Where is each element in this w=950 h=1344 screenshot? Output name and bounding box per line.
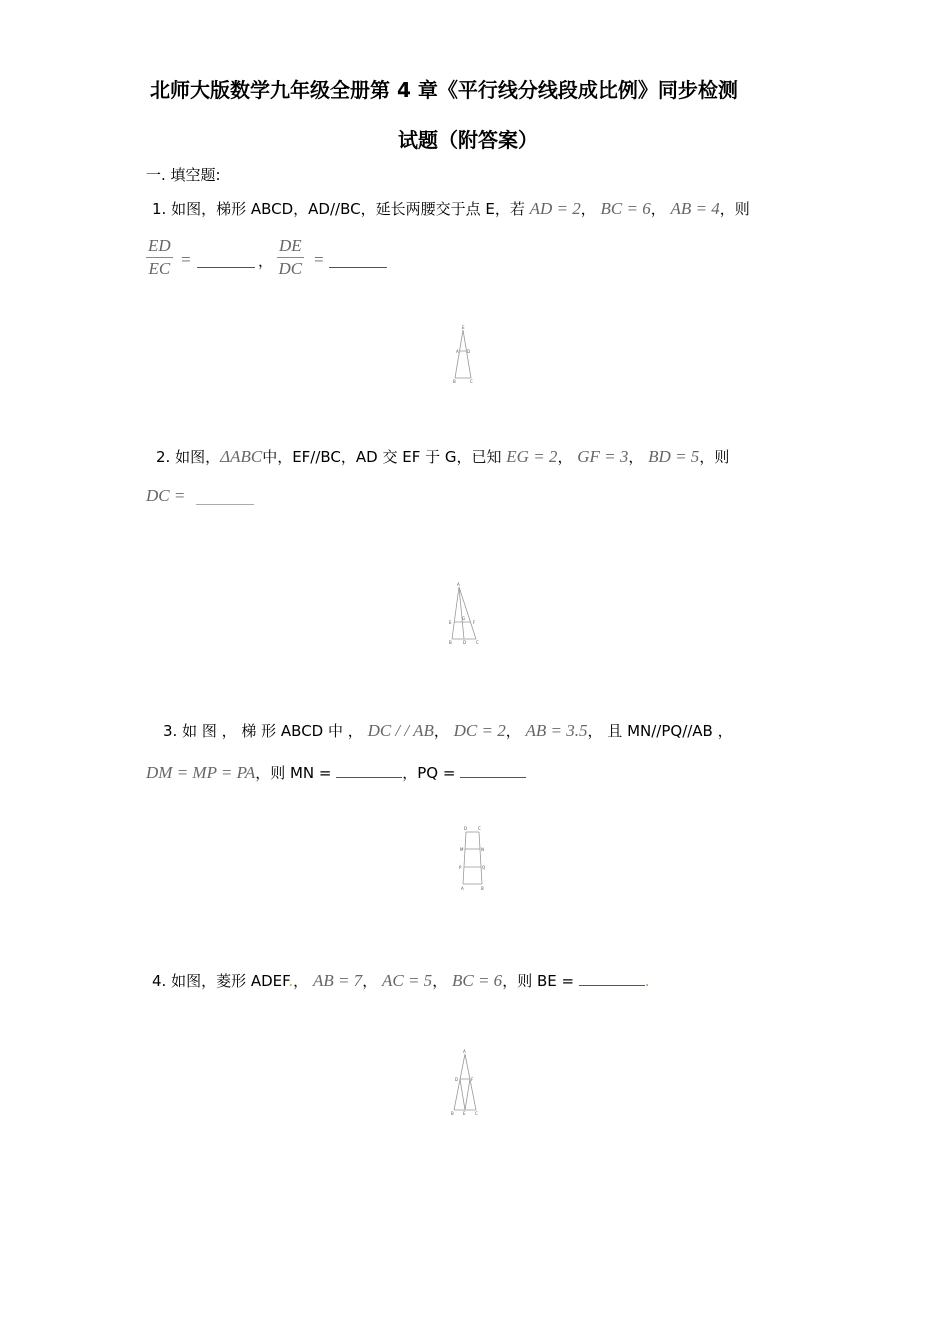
q3-fig-label-d: D — [464, 826, 468, 831]
q4-fig-label-a: A — [463, 1049, 466, 1054]
q4-line1 — [152, 970, 650, 991]
q3-fig-label-p: P — [459, 865, 462, 870]
q4-fig-label-b: B — [451, 1111, 454, 1116]
q2-math-eg: EG = 2 — [506, 447, 558, 466]
q1-sep2: ， — [650, 200, 666, 218]
q3-suffix: ， 且 MN//PQ//AB ， — [587, 722, 733, 740]
q1-math-ad: AD = 2 — [529, 199, 581, 218]
q2-fig-label-a: A — [457, 582, 460, 587]
q4-math-bc: BC = 6 — [451, 971, 503, 990]
q1-math-bc: BC = 6 — [600, 199, 651, 218]
q4-figure — [448, 1048, 482, 1120]
q1-equals1: = — [180, 250, 192, 269]
q4-dot: . — [288, 972, 294, 990]
q3-math-dm-mp-pa: DM = MP = PA — [146, 763, 256, 782]
q2-fig-label-f: F — [473, 620, 476, 625]
q3-math-dc-parallel-ab: DC / / AB — [367, 721, 434, 740]
q2-sep2: ， — [628, 448, 644, 466]
q1-fraction-de-dc — [277, 236, 304, 279]
q1-comma: ， — [258, 252, 274, 270]
q4-math-ab: AB = 7 — [312, 971, 363, 990]
q3-sep2: ， — [505, 722, 521, 740]
q2-fig-label-c: C — [476, 640, 479, 645]
q1-fig-label-a: A — [456, 349, 459, 354]
q1-frac2-denominator: DC — [278, 259, 303, 278]
q2-math-bd: BD = 5 — [648, 447, 700, 466]
q3-fig-label-n: N — [481, 847, 484, 852]
q3-line1 — [163, 720, 733, 741]
q1-line1 — [152, 198, 750, 219]
q2-suffix: ，则 — [699, 448, 730, 466]
q1-figure — [448, 324, 478, 386]
q1-fig-label-d: D — [467, 349, 471, 354]
q4-answer-blank-be[interactable] — [579, 971, 645, 986]
q2-figure — [446, 580, 484, 648]
q1-prefix: 1. 如图，梯形 ABCD，AD//BC，延长两腰交于点 E，若 — [152, 200, 525, 218]
section-heading: 一. 填空题: — [146, 166, 221, 184]
q1-equals2: = — [313, 250, 325, 269]
q1-answer-blank-2[interactable] — [329, 253, 387, 268]
q1-frac2-numerator: DE — [277, 236, 304, 258]
document-title-line1: 北师大版数学九年级全册第 4 章《平行线分线段成比例》同步检测 — [150, 78, 738, 102]
q2-answer-blank[interactable] — [196, 490, 254, 505]
q4-fig-label-d: D — [455, 1077, 459, 1082]
q3-pq-label: ，PQ = — [402, 764, 456, 782]
q4-suffix: ，则 BE = — [502, 972, 575, 990]
q4-prefix: 4. 如图，菱形 ADEF — [152, 972, 289, 990]
q3-fig-label-c: C — [478, 826, 481, 831]
q3-math-ab: AB = 3.5 — [525, 721, 588, 740]
document-title-line2: 试题（附答案） — [398, 128, 538, 152]
q1-math-ab: AB = 4 — [670, 199, 720, 218]
q3-answer-blank-mn[interactable] — [336, 763, 402, 778]
q2-fig-label-e: E — [449, 620, 452, 625]
q3-fig-label-b: B — [481, 886, 484, 891]
q1-fraction-ed-ec — [146, 236, 173, 279]
q1-fig-label-c: C — [470, 379, 473, 384]
q4-comma0: ， — [293, 972, 309, 990]
q4-math-ac: AC = 5 — [381, 971, 433, 990]
q2-line1 — [156, 446, 729, 467]
q3-line2 — [146, 762, 526, 783]
q1-fig-label-e: E — [462, 325, 465, 330]
q2-fig-label-d: D — [463, 640, 467, 645]
q2-fig-label-g: G — [462, 616, 466, 621]
q4-sep1: ， — [362, 972, 378, 990]
q2-mid: 中，EF//BC，AD 交 EF 于 G，已知 — [262, 448, 502, 466]
q3-math-dc: DC = 2 — [453, 721, 506, 740]
q1-answer-blank-1[interactable] — [197, 253, 255, 268]
q2-math-triangle: ΔABC — [220, 447, 263, 466]
q3-prefix: 3. 如 图 ， 梯 形 ABCD 中 ， — [163, 722, 363, 740]
q3-answer-blank-pq[interactable] — [460, 763, 526, 778]
q3-mn-label: ，则 MN = — [255, 764, 332, 782]
q4-fig-label-c: C — [475, 1111, 478, 1116]
q4-fig-label-e: E — [463, 1111, 466, 1116]
q2-fig-label-b: B — [449, 640, 452, 645]
q3-fig-label-a: A — [461, 886, 464, 891]
q3-fig-label-q: Q — [482, 865, 486, 870]
q2-math-gf: GF = 3 — [577, 447, 629, 466]
q4-sep2: ， — [432, 972, 448, 990]
q3-fig-label-m: M — [460, 847, 464, 852]
q1-frac1-numerator: ED — [146, 236, 173, 258]
q1-sep1: ， — [580, 200, 596, 218]
q1-suffix: ，则 — [719, 200, 750, 218]
q4-end-dot: . — [644, 972, 650, 990]
q2-math-dc: DC = — [146, 486, 186, 505]
q1-frac1-denominator: EC — [148, 259, 171, 278]
q2-sep1: ， — [557, 448, 573, 466]
q2-prefix: 2. 如图， — [156, 448, 221, 466]
q4-fig-label-f: F — [471, 1077, 474, 1082]
q1-fig-label-b: B — [453, 379, 456, 384]
q3-sep1: ， — [433, 722, 449, 740]
q3-figure — [456, 824, 490, 896]
